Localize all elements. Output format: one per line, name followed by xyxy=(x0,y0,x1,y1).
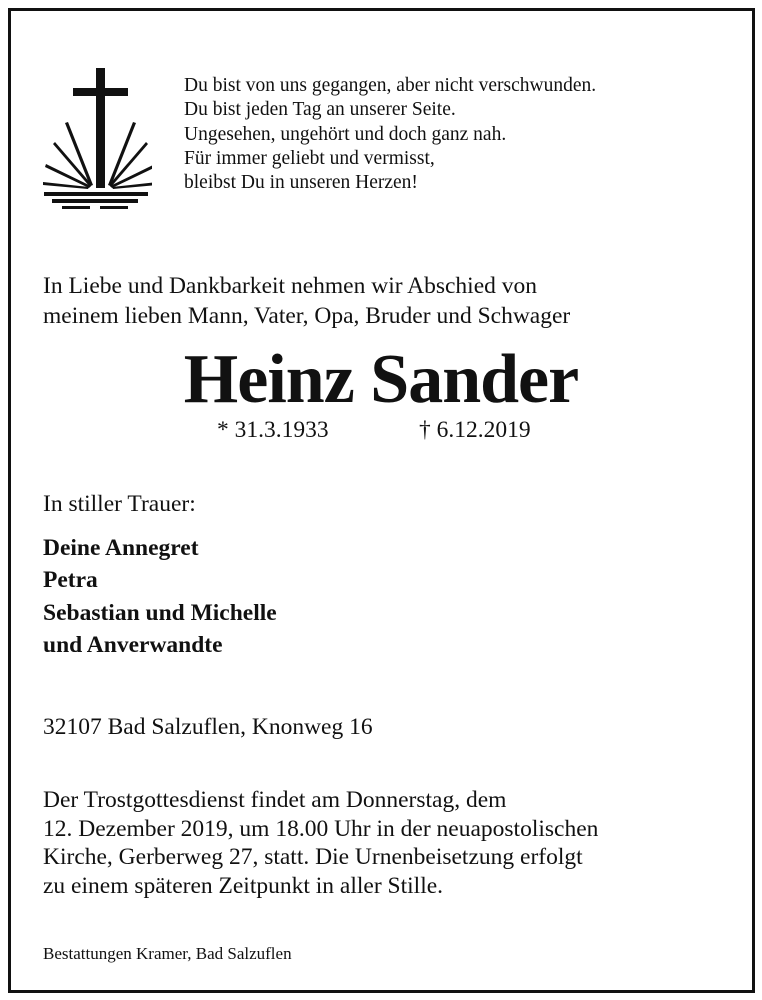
intro-line: In Liebe und Dankbarkeit nehmen wir Abschied von xyxy=(43,273,538,299)
service-info xyxy=(43,786,598,900)
service-line: 12. Dezember 2019, um 18.00 Uhr in der neuapostolischen xyxy=(43,815,599,842)
mourner-list xyxy=(43,532,277,661)
service-line: Der Trostgottesdienst findet am Donnerstag, dem xyxy=(43,787,507,813)
deceased-name: Heinz Sander xyxy=(183,341,579,418)
poem-line: Ungesehen, ungehört und doch ganz nah. xyxy=(184,123,507,145)
undertaker: Bestattungen Kramer, Bad Salzuflen xyxy=(43,944,292,963)
cross-with-rays-icon xyxy=(40,64,152,214)
mourner-name: Sebastian und Michelle xyxy=(43,599,277,626)
death-date: † 6.12.2019 xyxy=(419,417,531,443)
service-line: zu einem späteren Zeitpunkt in aller Stille. xyxy=(43,872,444,899)
mourner-name: und Anverwandte xyxy=(43,631,223,658)
poem-line: Du bist von uns gegangen, aber nicht verschwunden. xyxy=(184,75,597,96)
birth-date: * 31.3.1933 xyxy=(217,417,329,443)
poem-line: bleibst Du in unseren Herzen! xyxy=(184,172,418,194)
intro-line: meinem lieben Mann, Vater, Opa, Bruder und Schwager xyxy=(43,302,571,329)
mourning-heading: In stiller Trauer: xyxy=(43,491,196,517)
poem-line: Für immer geliebt und vermisst, xyxy=(184,147,435,169)
poem xyxy=(184,74,596,195)
mourner-name: Petra xyxy=(43,567,98,594)
mourner-name: Deine Annegret xyxy=(43,535,199,561)
intro-text xyxy=(43,272,570,331)
service-line: Kirche, Gerberweg 27, statt. Die Urnenbeisetzung erfolgt xyxy=(43,844,583,870)
address: 32107 Bad Salzuflen, Knonweg 16 xyxy=(43,714,373,740)
poem-line: Du bist jeden Tag an unserer Seite. xyxy=(184,99,456,121)
